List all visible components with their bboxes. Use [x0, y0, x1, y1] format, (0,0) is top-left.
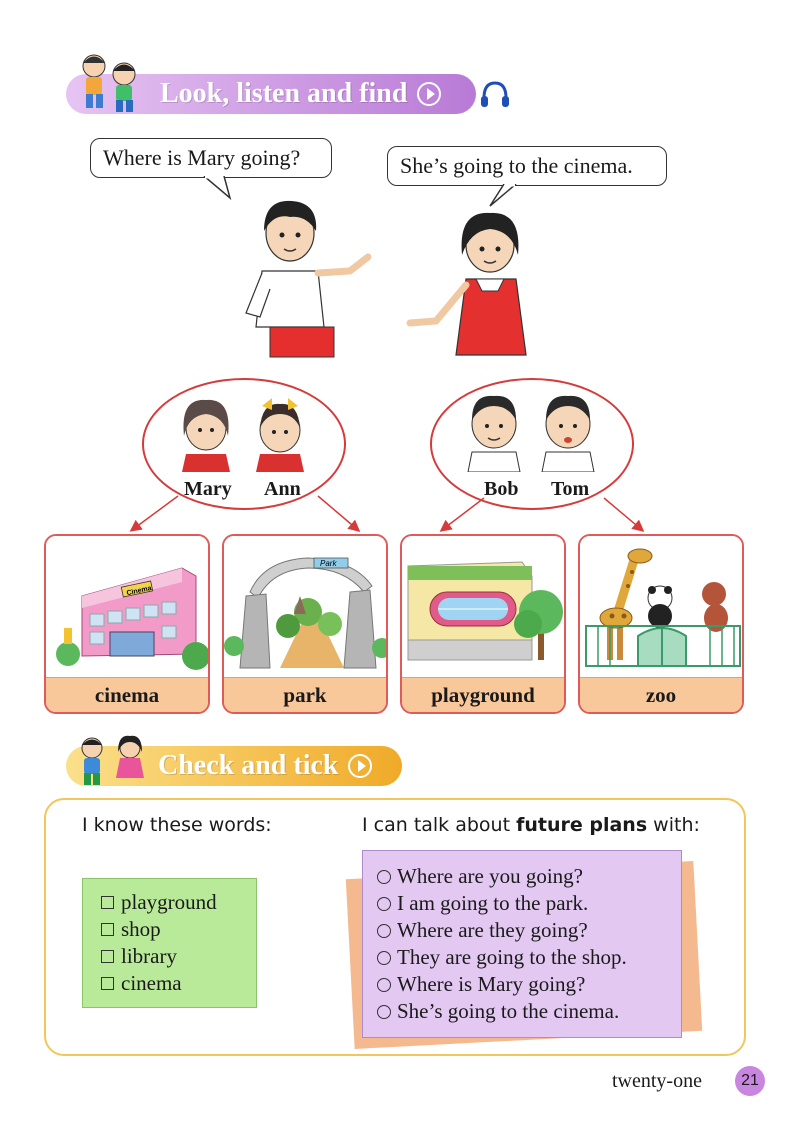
place-card-zoo[interactable] — [578, 534, 744, 714]
page-number: 21 — [735, 1066, 765, 1096]
list-item[interactable] — [101, 970, 256, 997]
name-label: Ann — [264, 478, 301, 500]
words-heading: I know these words: — [82, 814, 272, 836]
list-item[interactable] — [377, 890, 681, 917]
kids-icon — [72, 48, 152, 114]
speech-bubble-question — [90, 138, 332, 178]
sentence-text: Where are they going? — [397, 918, 588, 942]
checkbox[interactable] — [101, 977, 114, 990]
section-banner-check-tick — [66, 746, 402, 786]
list-item[interactable] — [101, 943, 256, 970]
radio-circle[interactable] — [377, 924, 391, 938]
cinema-illustration — [46, 536, 210, 682]
sentence-text: Where is Mary going? — [397, 972, 586, 996]
plans-heading-bold: future plans — [516, 814, 648, 836]
park-illustration — [224, 536, 388, 682]
place-card-cinema[interactable] — [44, 534, 210, 714]
place-label: cinema — [46, 677, 208, 712]
radio-circle[interactable] — [377, 870, 391, 884]
place-label: park — [224, 677, 386, 712]
list-item[interactable] — [377, 917, 681, 944]
answer-text: She’s going to the cinema. — [400, 153, 633, 178]
page-word: twenty-one — [612, 1070, 702, 1092]
place-label: playground — [402, 677, 564, 712]
boy-girl-illustration — [240, 195, 540, 370]
radio-circle[interactable] — [377, 951, 391, 965]
sentence-text: Where are you going? — [397, 864, 583, 888]
zoo-illustration — [580, 536, 744, 682]
place-card-playground[interactable] — [400, 534, 566, 714]
section-banner-look-listen — [66, 74, 476, 114]
checkbox[interactable] — [101, 950, 114, 963]
list-item[interactable] — [377, 971, 681, 998]
list-item[interactable] — [377, 944, 681, 971]
list-item[interactable] — [101, 916, 256, 943]
plans-heading — [362, 814, 700, 836]
word-text: playground — [121, 890, 217, 914]
sentence-text: They are going to the shop. — [397, 945, 627, 969]
arrows — [0, 490, 800, 540]
name-label: Tom — [551, 478, 590, 500]
boys-illustration — [460, 386, 610, 472]
name-label: Mary — [184, 478, 232, 500]
bubble-tail — [200, 176, 240, 200]
radio-circle[interactable] — [377, 1005, 391, 1019]
play-icon[interactable] — [348, 754, 372, 778]
park-sign: Park — [320, 559, 337, 568]
list-item[interactable] — [101, 889, 256, 916]
list-item[interactable] — [377, 863, 681, 890]
kids-icon — [72, 732, 156, 788]
cinema-sign: Cinema — [126, 585, 153, 598]
place-label: zoo — [580, 677, 742, 712]
checkbox[interactable] — [101, 923, 114, 936]
sentences-list — [362, 850, 682, 1038]
radio-circle[interactable] — [377, 978, 391, 992]
sentence-text: She’s going to the cinema. — [397, 999, 620, 1023]
plans-heading-post: with: — [647, 814, 700, 836]
place-card-park[interactable] — [222, 534, 388, 714]
question-text: Where is Mary going? — [103, 145, 301, 170]
word-text: library — [121, 944, 177, 968]
words-list — [82, 878, 257, 1008]
plans-heading-pre: I can talk about — [362, 814, 517, 836]
list-item[interactable] — [377, 998, 681, 1025]
checkbox[interactable] — [101, 896, 114, 909]
girls-illustration — [176, 392, 316, 472]
play-icon[interactable] — [417, 82, 441, 106]
sentence-text: I am going to the park. — [397, 891, 589, 915]
word-text: cinema — [121, 971, 182, 995]
radio-circle[interactable] — [377, 897, 391, 911]
speech-bubble-answer — [387, 146, 667, 186]
section-title: Look, listen and find — [160, 78, 408, 109]
word-text: shop — [121, 917, 161, 941]
section-title: Check and tick — [158, 750, 339, 781]
playground-illustration — [402, 536, 566, 682]
name-label: Bob — [484, 478, 519, 500]
headphones-icon[interactable] — [478, 78, 512, 112]
